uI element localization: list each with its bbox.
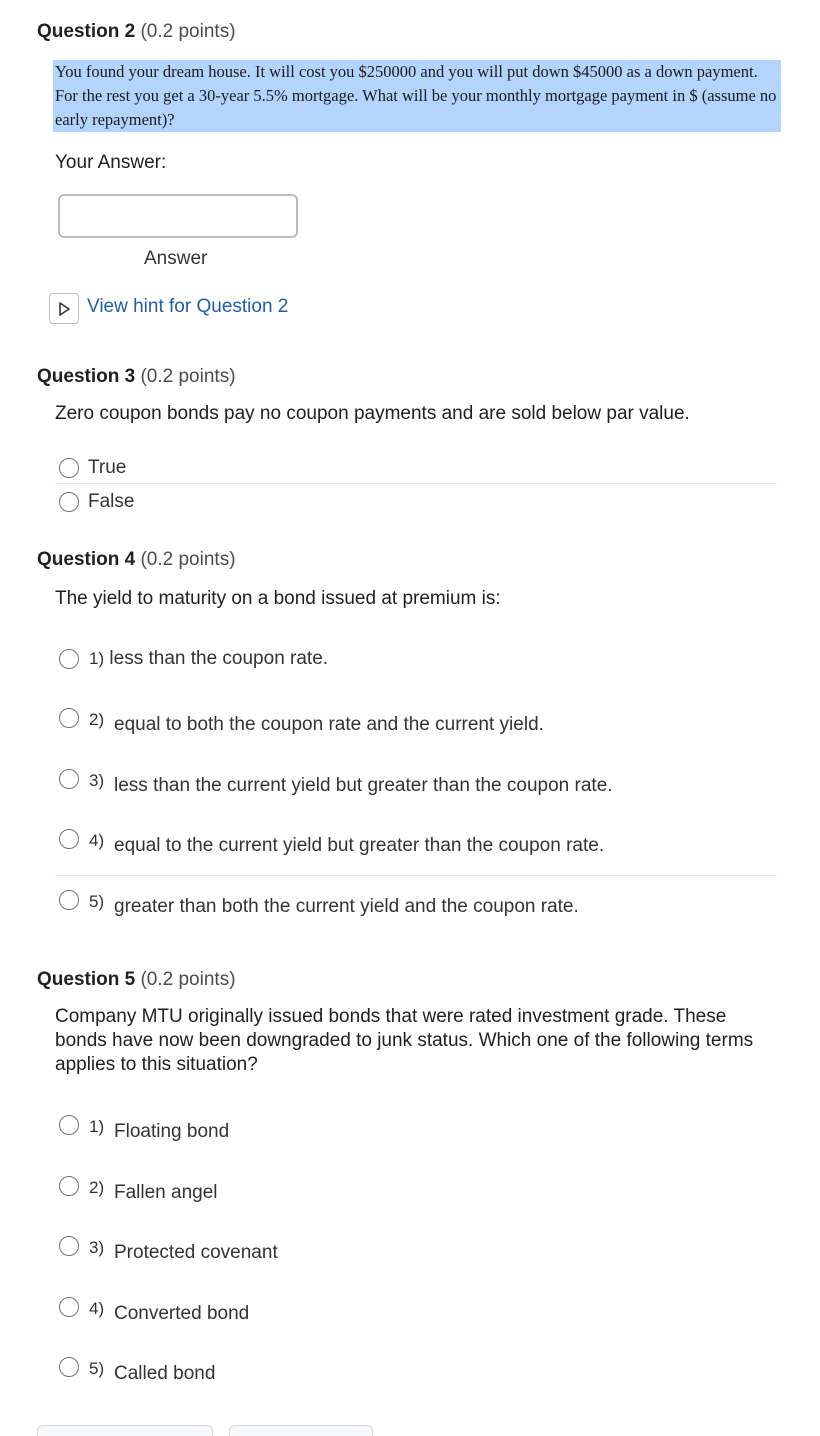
question-number: Question 5 — [37, 969, 136, 990]
radio-option-1[interactable] — [59, 1115, 79, 1135]
option-num-3 — [89, 771, 104, 791]
option-label: less than the coupon rate. — [109, 648, 329, 669]
option-number: 5) — [89, 1359, 105, 1378]
option-divider — [55, 875, 777, 876]
option-number: 3) — [89, 771, 105, 790]
radio-option-2[interactable] — [59, 708, 79, 728]
radio-option-5[interactable] — [59, 1357, 79, 1377]
option-divider — [55, 483, 777, 484]
option-num-1 — [89, 1117, 104, 1137]
answer-caption: Answer — [144, 248, 208, 269]
question-5-header — [37, 969, 236, 991]
option-number: 2) — [89, 1178, 105, 1197]
option-number: 1) — [89, 649, 105, 668]
answer-input[interactable] — [58, 194, 298, 238]
radio-option-5[interactable] — [59, 890, 79, 910]
option-num-2 — [89, 710, 104, 730]
option-label: Converted bond — [114, 1303, 250, 1324]
triangle-right-icon — [58, 302, 70, 316]
option-label: Called bond — [114, 1363, 216, 1384]
option-num-2 — [89, 1178, 104, 1198]
radio-option-3[interactable] — [59, 1236, 79, 1256]
question-number: Question 2 — [37, 21, 136, 42]
bottom-button-right[interactable] — [229, 1425, 373, 1436]
radio-option-3[interactable] — [59, 769, 79, 789]
question-4-header — [37, 549, 236, 571]
option-number: 4) — [89, 1299, 105, 1318]
option-num-4 — [89, 1299, 104, 1319]
option-number: 1) — [89, 1117, 105, 1136]
question-3-text: Zero coupon bonds pay no coupon payments and are sold below par value. — [55, 403, 690, 424]
your-answer-label: Your Answer: — [55, 152, 167, 173]
radio-option-1[interactable] — [59, 649, 79, 669]
option-num-5 — [89, 892, 104, 912]
option-number: 3) — [89, 1238, 105, 1257]
question-points: (0.2 points) — [140, 969, 236, 990]
option-label: equal to both the coupon rate and the current yield. — [114, 714, 544, 735]
view-hint-link[interactable]: View hint for Question 2 — [87, 296, 289, 317]
option-label: less than the current yield but greater than the coupon rate. — [114, 775, 613, 796]
radio-option-2[interactable] — [59, 1176, 79, 1196]
option-label: False — [88, 491, 135, 512]
question-5-text: Company MTU originally issued bonds that were rated investment grade. These bonds have now been downgraded to junk status. Which one of the following terms applies to this situation? — [55, 1006, 754, 1075]
option-label: equal to the current yield but greater than the coupon rate. — [114, 835, 605, 856]
question-points: (0.2 points) — [140, 549, 236, 570]
bottom-button-left[interactable] — [37, 1425, 213, 1436]
option-1 — [89, 648, 328, 670]
option-label: greater than both the current yield and the coupon rate. — [114, 896, 579, 917]
option-label: Floating bond — [114, 1121, 230, 1142]
question-2-header — [37, 21, 236, 43]
option-number: 4) — [89, 831, 105, 850]
option-label: Protected covenant — [114, 1242, 278, 1263]
option-number: 2) — [89, 710, 105, 729]
option-num-3 — [89, 1238, 104, 1258]
option-number: 5) — [89, 892, 105, 911]
option-num-5 — [89, 1359, 104, 1379]
question-number: Question 3 — [37, 366, 136, 387]
question-number: Question 4 — [37, 549, 136, 570]
option-label: Fallen angel — [114, 1182, 218, 1203]
radio-false[interactable] — [59, 492, 79, 512]
question-3-header — [37, 366, 236, 388]
radio-true[interactable] — [59, 458, 79, 478]
question-2-text: You found your dream house. It will cost you $250000 and you will put down $45000 as a down payment. For the rest you get a 30-year 5.5% mortgage. What will be your monthly mortgage payment in $ (assume no early repayment)? — [53, 60, 781, 132]
option-label: True — [88, 457, 127, 478]
option-num-4 — [89, 831, 104, 851]
question-points: (0.2 points) — [140, 21, 236, 42]
question-4-text: The yield to maturity on a bond issued at premium is: — [55, 588, 501, 609]
radio-option-4[interactable] — [59, 829, 79, 849]
radio-option-4[interactable] — [59, 1297, 79, 1317]
hint-toggle-button[interactable] — [49, 293, 79, 324]
question-points: (0.2 points) — [140, 366, 236, 387]
